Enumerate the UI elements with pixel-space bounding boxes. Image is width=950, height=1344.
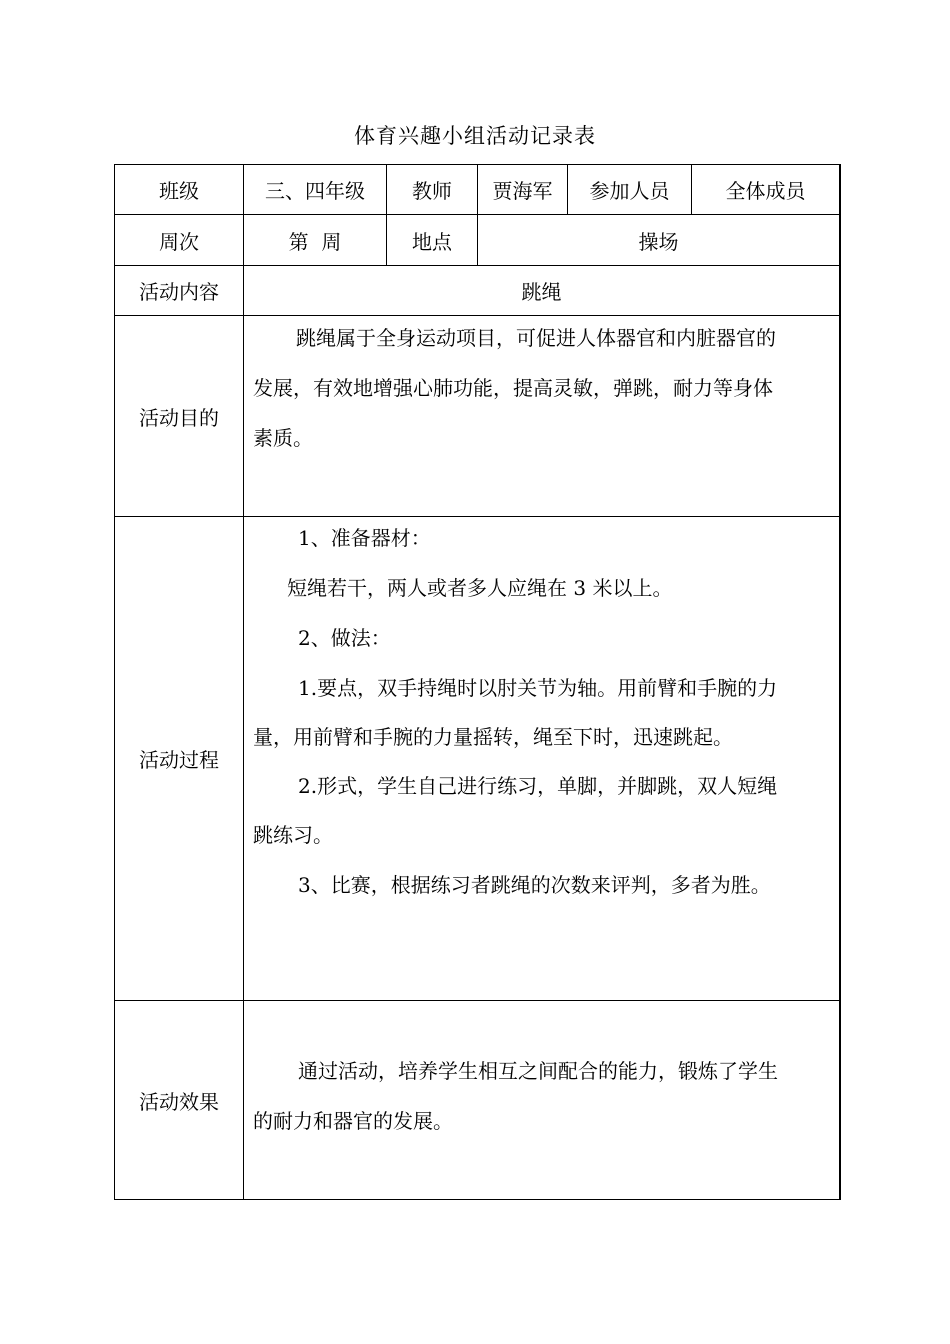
purpose-line: 素质。 [253,426,313,450]
page-title: 体育兴趣小组活动记录表 [354,124,596,148]
process-line: 1.要点，双手持绳时以肘关节为轴。用前臂和手腕的力 [298,676,778,700]
process-label: 活动过程 [139,748,219,772]
place-value: 操场 [638,229,679,254]
content-label: 活动内容 [139,280,219,304]
teacher-value: 贾海军 [492,179,553,203]
class-value: 三、四年级 [265,179,365,203]
participants-value: 全体成员 [725,179,806,203]
week-value: 第 周 [288,229,342,254]
class-label: 班级 [159,179,199,203]
process-line: 2.形式，学生自己进行练习，单脚，并脚跳，双人短绳 [298,774,778,798]
effect-line: 通过活动，培养学生相互之间配合的能力，锻炼了学生 [298,1059,778,1083]
process-line: 1、准备器材： [298,526,431,550]
week-label: 周次 [159,229,199,254]
effect-label: 活动效果 [139,1089,219,1114]
process-line: 3、比赛，根据练习者跳绳的次数来评判，多者为胜。 [298,873,771,897]
participants-label: 参加人员 [589,179,670,203]
place-label: 地点 [412,229,452,254]
table-border-bottom [114,1199,840,1200]
purpose-label: 活动目的 [139,405,219,430]
process-line: 量，用前臂和手腕的力量摇转，绳至下时，迅速跳起。 [253,725,733,749]
effect-line: 的耐力和器官的发展。 [253,1109,453,1133]
teacher-label: 教师 [412,179,452,203]
purpose-line: 跳绳属于全身运动项目，可促进人体器官和内脏器官的 [296,326,776,350]
process-line: 2、做法： [298,626,391,650]
process-line: 跳练习。 [253,823,333,847]
process-line: 短绳若干，两人或者多人应绳在 3 米以上。 [287,576,673,600]
column-divider [243,164,244,1200]
table-border-right [839,164,841,1200]
content-value: 跳绳 [521,280,562,304]
purpose-line: 发展，有效地增强心肺功能，提高灵敏，弹跳，耐力等身体 [253,376,773,400]
